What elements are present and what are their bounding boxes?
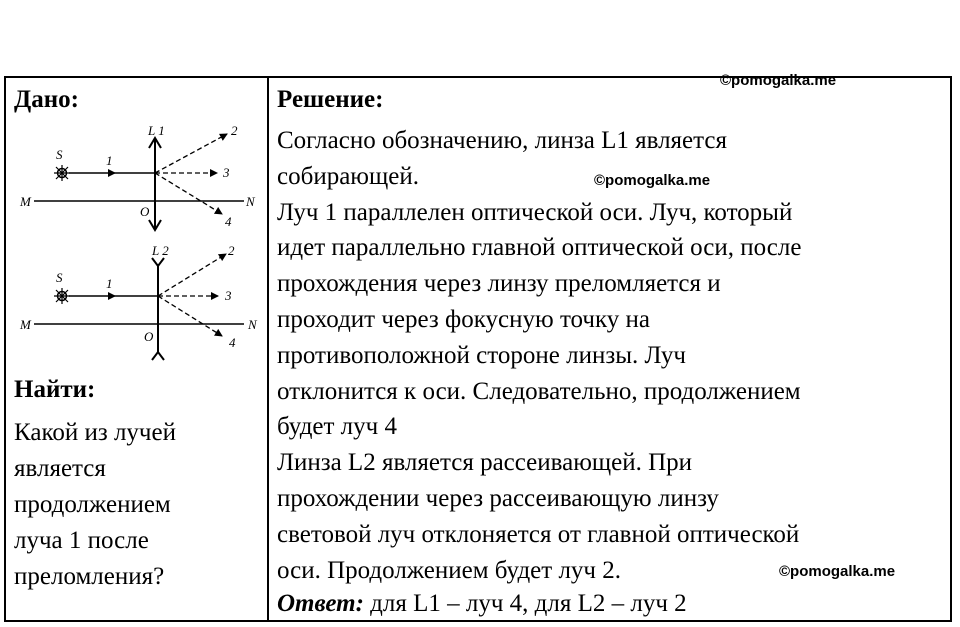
watermark: ©pomogalka.me bbox=[594, 172, 711, 189]
lens-label: L 2 bbox=[152, 243, 169, 258]
given-heading: Дано: bbox=[14, 86, 79, 113]
solution-body: Согласно обозначению, линза L1 является собирающей. Луч 1 параллелен оптической оси. Луч, который идет параллельно главной оптической оси, после прохождения через линзу преломляется и проходит через фокусную точку на противоположной стороне линзы. Луч отклонится к оси. Следовательно, продолжением будет луч 4 Линза L2 является рассеивающей. При прохождении через рассеивающую линзу световой луч отклоняется от главной оптической оси. Продолжением будет луч 2. bbox=[277, 127, 802, 584]
ray-2 bbox=[155, 134, 227, 173]
ray-4-label: 4 bbox=[229, 335, 236, 350]
ray-2-label: 2 bbox=[231, 123, 238, 138]
center-label: O bbox=[140, 204, 150, 219]
watermark: ©pomogalka.me bbox=[720, 72, 837, 89]
lens-label: L 1 bbox=[148, 123, 165, 138]
find-heading: Найти: bbox=[14, 376, 96, 403]
find-question: Какой из лучей является продолжением луча 1 после преломления? bbox=[14, 419, 176, 590]
watermark: ©pomogalka.me bbox=[779, 563, 896, 580]
axis-right-label: N bbox=[248, 317, 257, 332]
answer-label: Ответ: bbox=[277, 590, 364, 617]
ray-3-label: 3 bbox=[225, 288, 232, 303]
ray-3-label: 3 bbox=[223, 165, 230, 180]
source-label: S bbox=[56, 147, 63, 162]
ray-4 bbox=[155, 173, 222, 214]
converging-lens-diagram bbox=[12, 122, 262, 234]
ray-1-label: 1 bbox=[106, 276, 113, 291]
ray-2 bbox=[158, 254, 226, 296]
ray-4-label: 4 bbox=[225, 214, 232, 229]
answer-line bbox=[277, 589, 687, 619]
diverging-lens-diagram bbox=[12, 240, 262, 366]
ray-1-label: 1 bbox=[106, 153, 113, 168]
axis-left-label: M bbox=[20, 317, 31, 332]
solution-heading: Решение: bbox=[277, 86, 384, 113]
ray-4 bbox=[158, 296, 222, 336]
axis-left-label: M bbox=[20, 194, 31, 209]
answer-text: для L1 – луч 4, для L2 – луч 2 bbox=[363, 590, 687, 617]
axis-right-label: N bbox=[246, 194, 255, 209]
column-divider bbox=[267, 76, 269, 622]
center-label: O bbox=[144, 329, 154, 344]
ray-2-label: 2 bbox=[228, 243, 235, 258]
source-label: S bbox=[56, 270, 63, 285]
